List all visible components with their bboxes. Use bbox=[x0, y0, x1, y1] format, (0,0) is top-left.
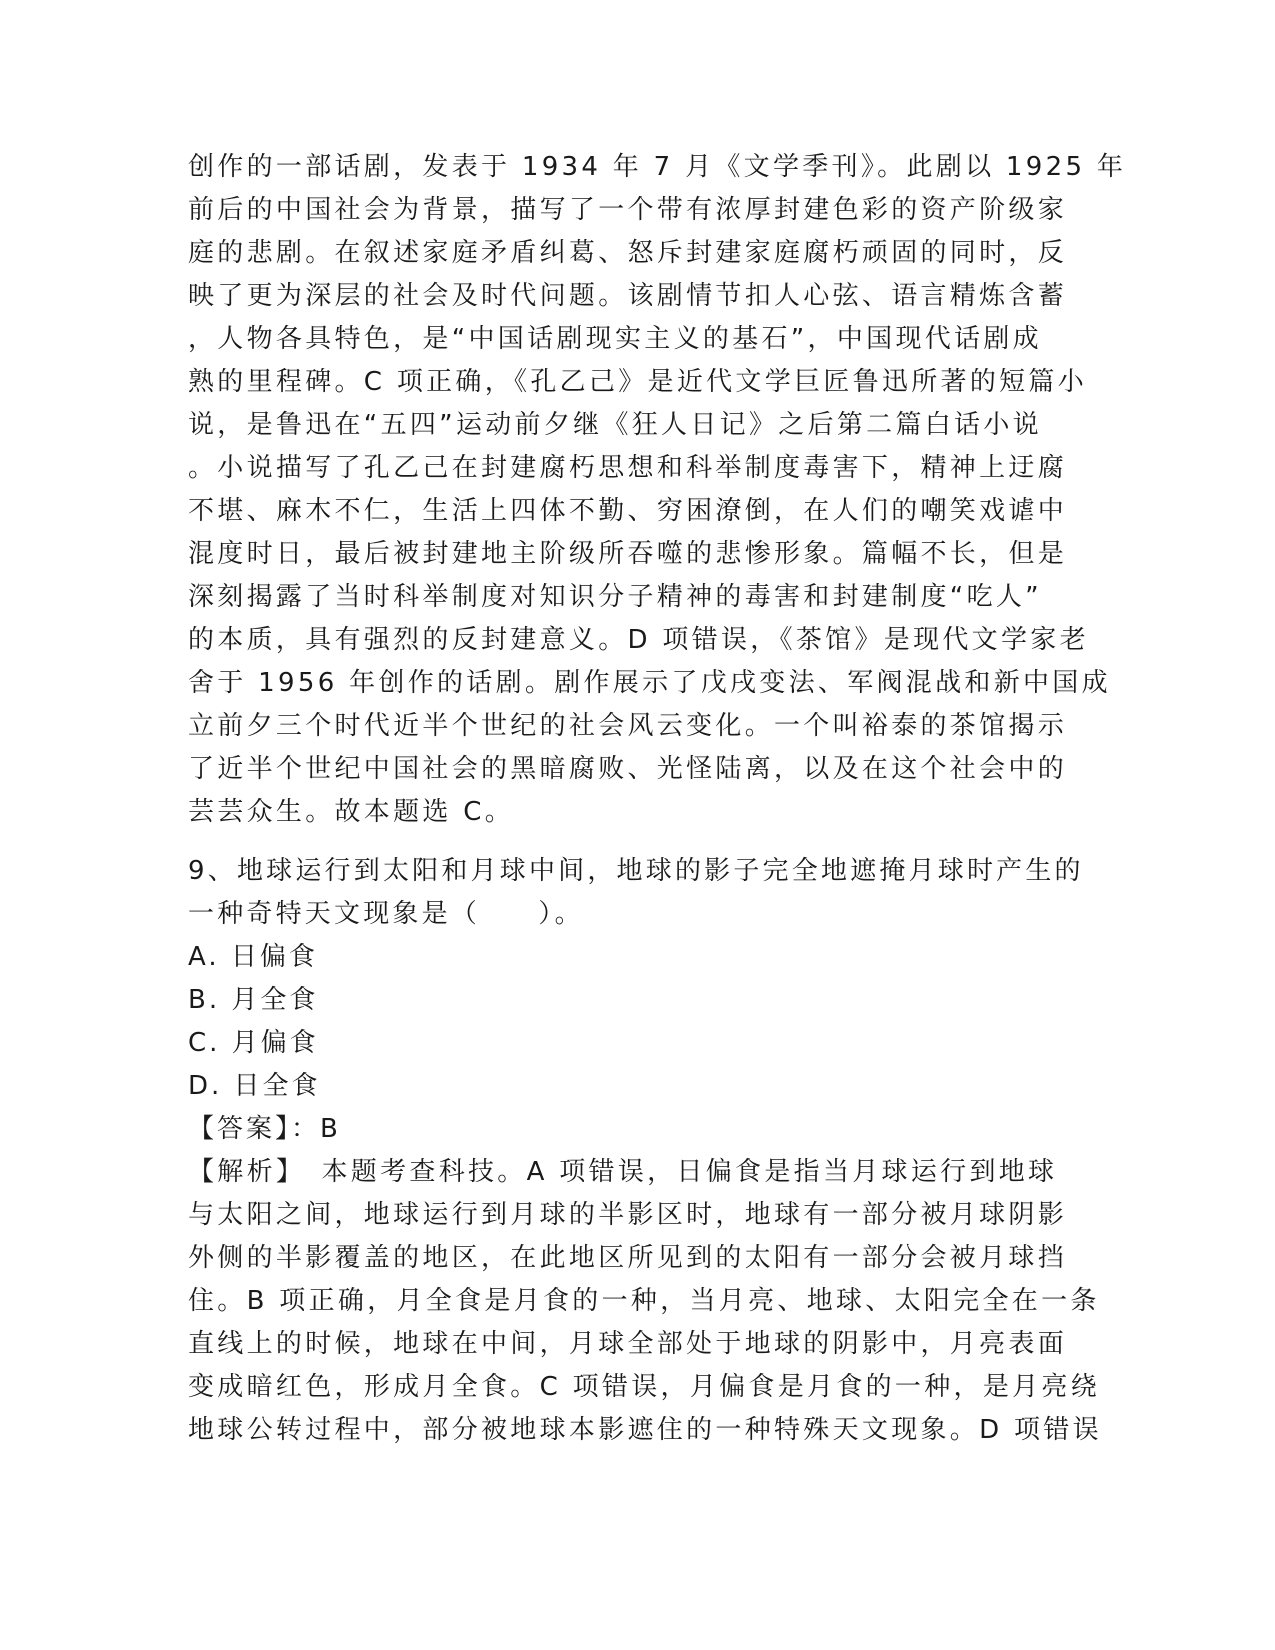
explanation-line: 直线上的时候，地球在中间，月球全部处于地球的阴影中，月亮表面 bbox=[188, 1329, 1068, 1359]
explanation-line: 外侧的半影覆盖的地区，在此地区所见到的太阳有一部分会被月球挡 bbox=[188, 1243, 1068, 1273]
text-line: 庭的悲剧。在叙述家庭矛盾纠葛、怒斥封建家庭腐朽顽固的同时，反 bbox=[188, 238, 1068, 268]
text-line: 的本质，具有强烈的反封建意义。D 项错误，《茶馆》是现代文学家老 bbox=[188, 625, 1089, 655]
previous-explanation-continued bbox=[188, 146, 1127, 834]
text-line: 芸芸众生。故本题选 C。 bbox=[188, 797, 515, 827]
text-line: 深刻揭露了当时科举制度对知识分子精神的毒害和封建制度“吃人” bbox=[188, 582, 1042, 612]
text-line: 熟的里程碑。C 项正确，《孔乙己》是近代文学巨匠鲁迅所著的短篇小 bbox=[188, 367, 1088, 397]
option-c: C. 月偏食 bbox=[188, 1028, 319, 1058]
explanation-line: 【解析】 本题考查科技。A 项错误，日偏食是指当月球运行到地球 bbox=[188, 1157, 1058, 1187]
text-line: 混度时日，最后被封建地主阶级所吞噬的悲惨形象。篇幅不长，但是 bbox=[188, 539, 1068, 569]
question-9 bbox=[188, 850, 1102, 1452]
explanation-line: 变成暗红色，形成月全食。C 项错误，月偏食是月食的一种，是月亮绕 bbox=[188, 1372, 1101, 1402]
explanation-line: 地球公转过程中，部分被地球本影遮住的一种特殊天文现象。D 项错误 bbox=[188, 1415, 1102, 1445]
text-line: 立前夕三个时代近半个世纪的社会风云变化。一个叫裕泰的茶馆揭示 bbox=[188, 711, 1068, 741]
option-b: B. 月全食 bbox=[188, 985, 319, 1015]
question-stem-line: 9、地球运行到太阳和月球中间，地球的影子完全地遮掩月球时产生的 bbox=[188, 856, 1084, 886]
text-line: 了近半个世纪中国社会的黑暗腐败、光怪陆离，以及在这个社会中的 bbox=[188, 754, 1068, 784]
text-line: ，人物各具特色，是“中国话剧现实主义的基石”，中国现代话剧成 bbox=[188, 324, 1042, 354]
text-line: 创作的一部话剧，发表于 1934 年 7 月《文学季刊》。此剧以 1925 年 bbox=[188, 152, 1127, 182]
explanation-line: 与太阳之间，地球运行到月球的半影区时，地球有一部分被月球阴影 bbox=[188, 1200, 1068, 1230]
option-a: A. 日偏食 bbox=[188, 942, 318, 972]
answer-line: 【答案】：B bbox=[188, 1114, 341, 1144]
text-line: 说，是鲁迅在“五四”运动前夕继《狂人日记》之后第二篇白话小说 bbox=[188, 410, 1042, 440]
text-line: 前后的中国社会为背景，描写了一个带有浓厚封建色彩的资产阶级家 bbox=[188, 195, 1068, 225]
text-line: 。小说描写了孔乙己在封建腐朽思想和科举制度毒害下，精神上迂腐 bbox=[188, 453, 1068, 483]
text-line: 映了更为深层的社会及时代问题。该剧情节扣人心弦、语言精炼含蓄 bbox=[188, 281, 1068, 311]
question-stem-line: 一种奇特天文现象是（ ）。 bbox=[188, 899, 584, 929]
explanation-line: 住。B 项正确，月全食是月食的一种，当月亮、地球、太阳完全在一条 bbox=[188, 1286, 1100, 1316]
option-d: D. 日全食 bbox=[188, 1071, 321, 1101]
text-line: 舍于 1956 年创作的话剧。剧作展示了戊戌变法、军阀混战和新中国成 bbox=[188, 668, 1111, 698]
text-line: 不堪、麻木不仁，生活上四体不勤、穷困潦倒，在人们的嘲笑戏谑中 bbox=[188, 496, 1068, 526]
